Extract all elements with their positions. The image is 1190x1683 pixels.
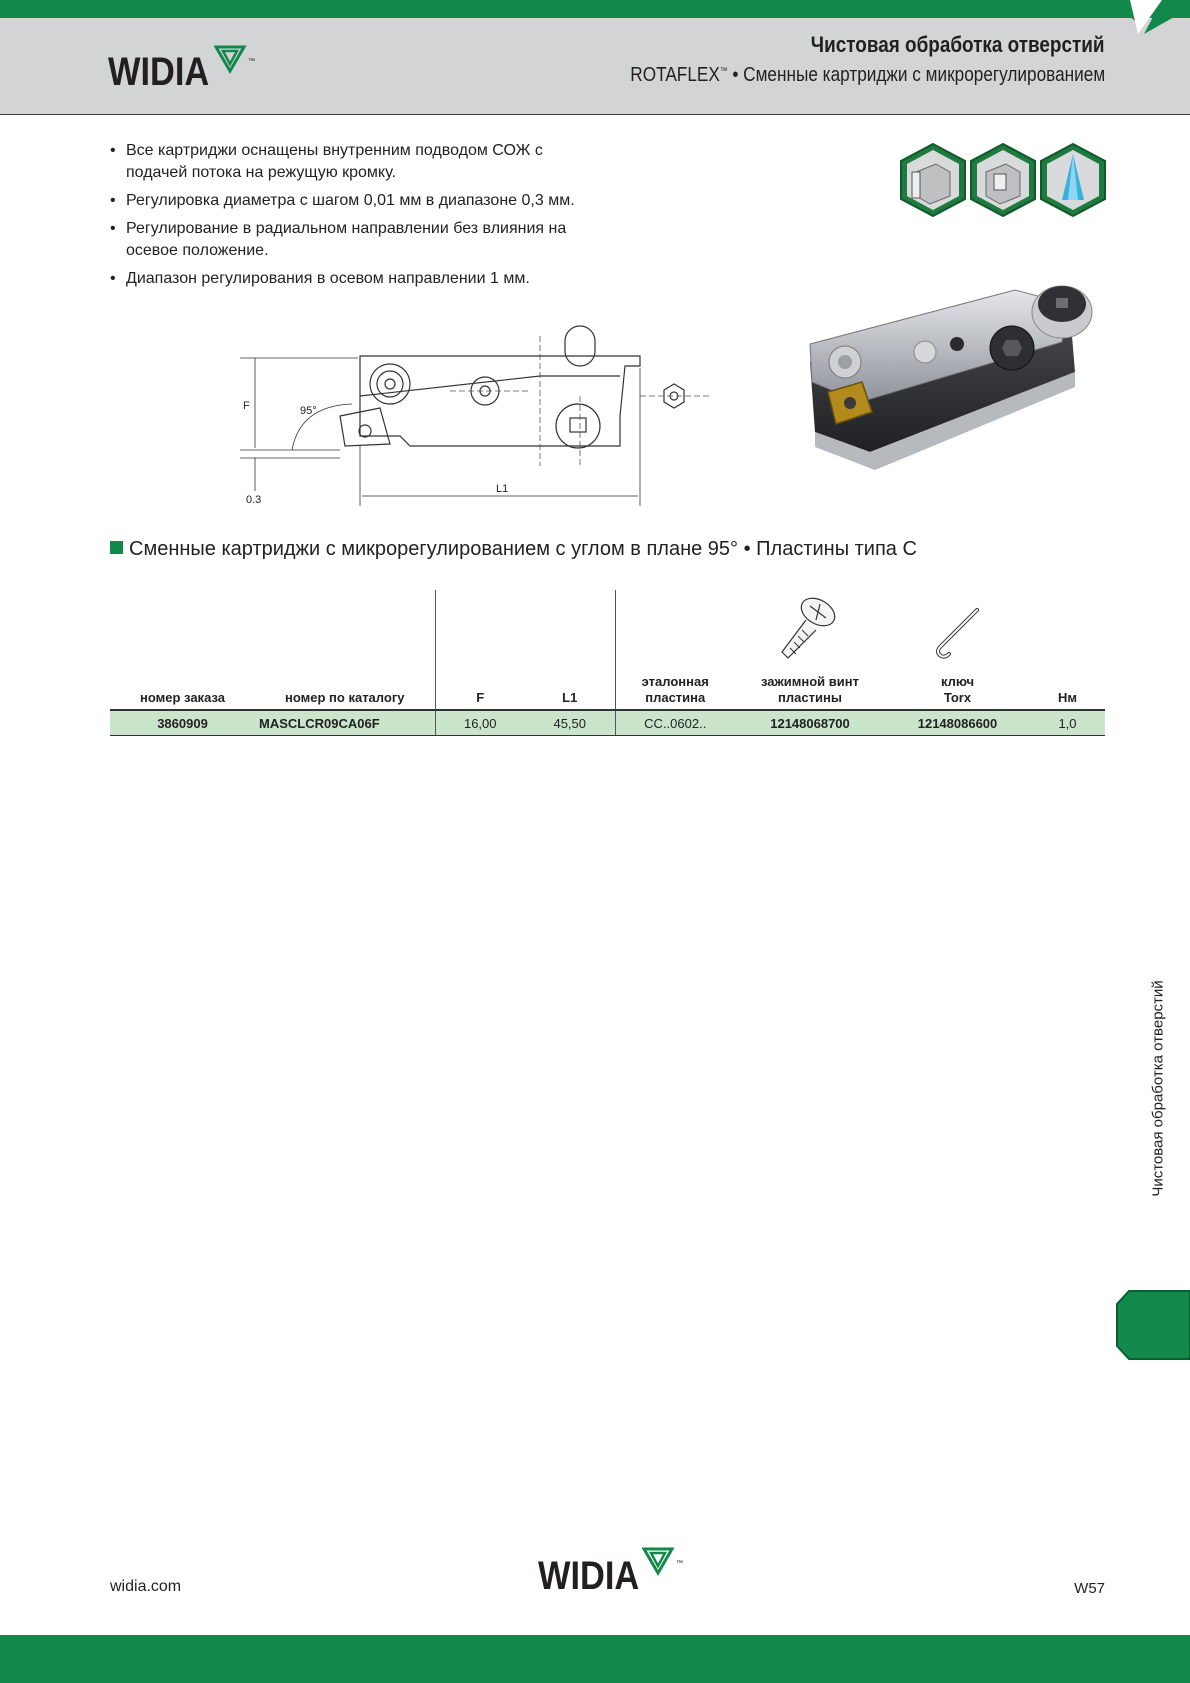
table-header-row [110, 590, 1105, 710]
widia-triangle-icon [214, 44, 250, 74]
spec-table [110, 590, 1105, 736]
cell-key: 12148086600 [885, 710, 1030, 736]
page-subtitle [630, 64, 1105, 87]
subtitle-rest: • Сменные картриджи с микрорегулированием [727, 64, 1105, 86]
col-insert [615, 590, 735, 710]
top-green-bar [0, 0, 1190, 18]
section-square-icon [110, 541, 123, 554]
col-screw-line2: пластины [778, 690, 842, 705]
side-tab-label: Чистовая обработка отверстий [1149, 980, 1167, 1197]
label-range: 0.3 [246, 494, 262, 506]
col-key-line2: Torx [943, 690, 972, 705]
label-f: F [243, 400, 250, 412]
subtitle-tm: ™ [719, 65, 728, 76]
blind-hole-icon [971, 144, 1035, 216]
footer-widia-triangle-icon [642, 1546, 678, 1576]
feature-item: • Регулирование в радиальном направлении без влияния на осевое положение. [110, 218, 586, 262]
footer-brand-tm: ™ [676, 1560, 683, 1567]
cell-order-no: 3860909 [110, 710, 255, 736]
section-title: Сменные картриджи с микрорегулированием с углом в плане 95° • Пластины типа С [129, 538, 917, 560]
page-title: Чистовая обработка отверстий [811, 32, 1105, 57]
col-catalog-no: номер по каталогу [255, 590, 435, 710]
footer-logo [538, 1554, 683, 1598]
col-screw-line1: зажимной винт [761, 674, 859, 689]
feature-list [110, 140, 670, 296]
col-f: F [435, 590, 525, 710]
coolant-icon [1041, 144, 1105, 216]
header-logo [108, 50, 255, 94]
feature-item: • Диапазон регулирования в осевом направлении 1 мм. [110, 268, 670, 290]
through-hole-icon [901, 144, 965, 216]
side-tab [1115, 1290, 1190, 1360]
feature-item: • Регулировка диаметра с шагом 0,01 мм в диапазоне 0,3 мм. [110, 190, 670, 212]
cartridge-photo [800, 282, 1110, 482]
cell-catalog-no: MASCLCR09CA06F [255, 710, 435, 736]
bottom-green-bar [0, 1635, 1190, 1683]
col-insert-line1: эталонная [641, 674, 709, 689]
col-key [885, 590, 1030, 710]
col-order-no: номер заказа [110, 590, 255, 710]
label-angle: 95° [300, 405, 317, 417]
subtitle-brand: ROTAFLEX [630, 64, 720, 86]
col-l1: L1 [525, 590, 615, 710]
corner-chevron-icon [1100, 0, 1190, 40]
page-number: W57 [1074, 1580, 1105, 1597]
col-torque: Нм [1030, 590, 1105, 710]
cell-l1: 45,50 [525, 710, 615, 736]
footer-brand-wordmark: WIDIA [538, 1554, 640, 1598]
feature-icons [898, 142, 1108, 218]
col-key-line1: ключ [940, 674, 975, 689]
cell-insert: CC..0602.. [615, 710, 735, 736]
footer-url: widia.com [110, 1578, 182, 1595]
label-l1: L1 [496, 483, 509, 495]
col-insert-line2: пластина [645, 690, 706, 705]
cell-f: 16,00 [435, 710, 525, 736]
brand-wordmark: WIDIA [108, 50, 210, 94]
cell-torque: 1,0 [1030, 710, 1105, 736]
brand-tm: ™ [248, 58, 255, 65]
section-heading [110, 538, 917, 561]
cell-screw: 12148068700 [735, 710, 885, 736]
feature-item: • Все картриджи оснащены внутренним подводом СОЖ с подачей потока на режущую кромку. [110, 140, 556, 184]
col-screw [735, 590, 885, 710]
table-row [110, 710, 1105, 736]
